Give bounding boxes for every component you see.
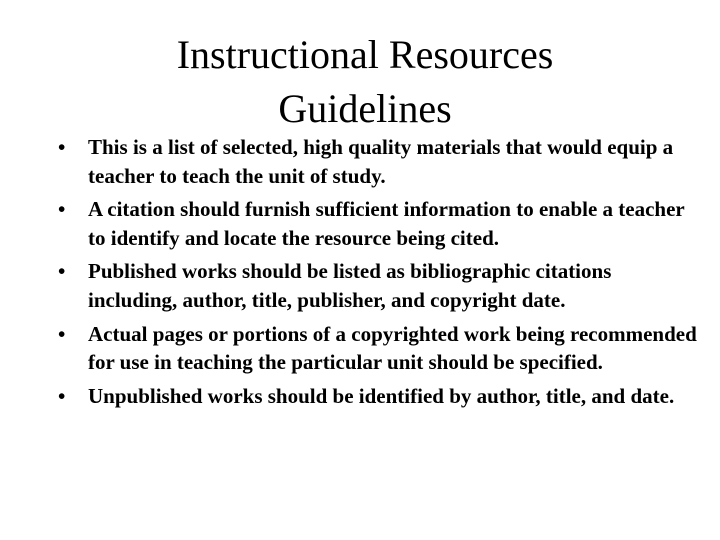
- bullet-dot-icon: •: [58, 321, 66, 346]
- bullet-dot-icon: •: [58, 383, 66, 408]
- bullet-item: [58, 257, 698, 314]
- bullet-text: This is a list of selected, high quality materials that would equip a teacher to teach the unit of study.: [88, 135, 674, 188]
- bullet-text: Unpublished works should be identified by author, title, and date.: [88, 383, 675, 408]
- bullet-list: [58, 133, 698, 415]
- bullet-dot-icon: •: [58, 135, 66, 159]
- bullet-text: Actual pages or portions of a copyrighted work being recommended for use in teaching the particular unit should be specified.: [88, 321, 697, 375]
- bullet-item: [58, 133, 698, 190]
- bullet-text: Published works should be listed as bibliographic citations including, author, title, publisher, and copyright date.: [88, 259, 612, 312]
- bullet-item: [58, 320, 698, 377]
- bullet-text: A citation should furnish sufficient information to enable a teacher to identify and locate the resource being cited.: [88, 197, 685, 250]
- slide-title-line-1: Instructional Resources: [176, 32, 554, 77]
- bullet-dot-icon: •: [58, 197, 66, 222]
- bullet-item: [58, 382, 698, 411]
- slide-title: [0, 28, 720, 136]
- slide-title-line-2: Guidelines: [278, 86, 452, 131]
- bullet-item: [58, 195, 698, 252]
- bullet-dot-icon: •: [58, 259, 66, 284]
